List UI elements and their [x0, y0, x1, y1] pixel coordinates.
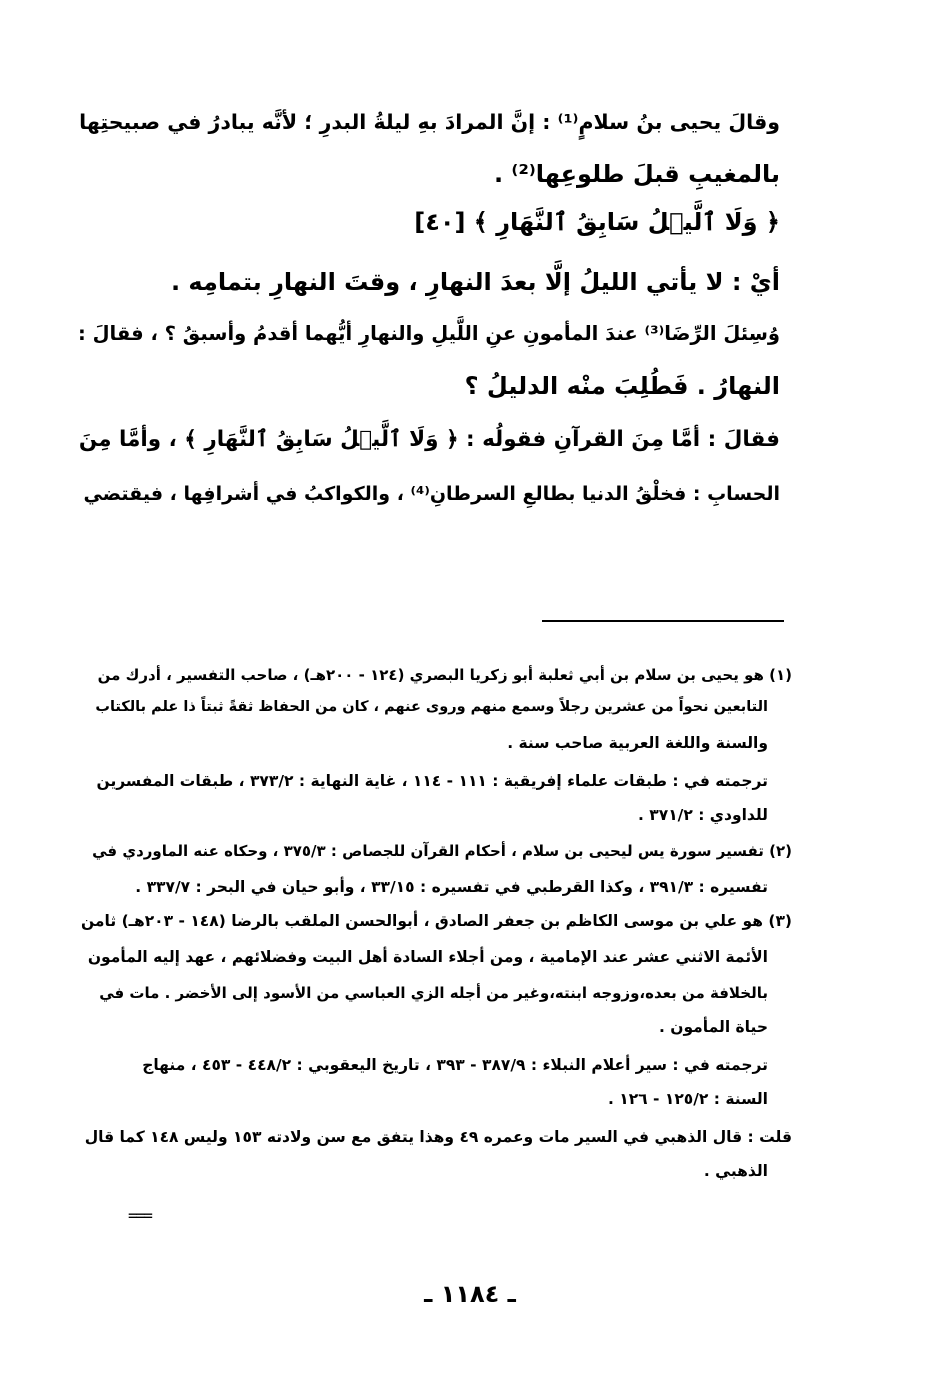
page-number: ـ ١١٨٤ ـ	[424, 1280, 516, 1308]
footnote-line: ترجمته في : طبقات علماء إفريقية : ١١١ - ١١٤ ، غاية النهاية : ٣٧٣/٢ ، طبقات المفسرين	[96, 772, 768, 790]
footnote-line: (١) هو يحيى بن سلام بن أبي ثعلبة أبو زكريا البصري (١٢٤ - ٢٠٠هـ) ، صاحب التفسير ، أدرك من	[97, 666, 792, 684]
footnote-line: الأئمة الاثني عشر عند الإمامية ، ومن أجلاء السادة أهل البيت وفضلائهم ، عهد إليه المأمون	[87, 948, 768, 966]
main-line: فقالَ : أمَّا مِنَ القرآنِ فقولُه : ﴿ وَلَا ٱلَّيۡلُ سَابِقُ ٱلنَّهَارِ ﴾ ، وأمَّا مِنَ	[78, 427, 780, 452]
main-line: الحسابِ : فخلْقُ الدنيا بطالعِ السرطانِ⁽⁴⁾ ، والكواكبُ في أشرافِها ، فيقتضي	[83, 483, 780, 505]
footnote-line: ترجمته في : سير أعلام النبلاء : ٣٨٧/٩ - ٣٩٣ ، تاريخ اليعقوبي : ٤٤٨/٢ - ٤٥٣ ، منهاج	[142, 1056, 768, 1074]
footnote-line: بالخلافة من بعده،وزوجه ابنته،وغير من أجله الزي العباسي من الأسود إلى الأخضر . مات في	[99, 984, 768, 1002]
footnote-line: حياة المأمون .	[658, 1018, 768, 1036]
footnote-line: السنة : ١٢٥/٢ - ١٢٦ .	[607, 1090, 768, 1108]
footnote-line: والسنة واللغة العربية صاحب سنة .	[507, 734, 768, 752]
footnote-line: التابعين نحواً من عشرين رجلاً وسمع منهم وروى عنهم ، كان من الحفاظ ثقةً ثبتاً ذا علم بالكتاب	[95, 699, 768, 715]
footnote-line: الذهبي .	[703, 1162, 768, 1180]
main-line: أيْ : لا يأتي الليلُ إلَّا بعدَ النهارِ ، وقتَ النهارِ بتمامِه .	[170, 268, 780, 296]
footnote-line: قلت : قال الذهبي في السير مات وعمره ٤٩ وهذا يتفق مع سن ولادته ١٥٣ وليس ١٤٨ كما قال	[84, 1128, 792, 1146]
footnote-line: للداودي : ٣٧١/٢ .	[637, 806, 768, 824]
footnote-separator	[542, 620, 784, 622]
main-line: بالمغيبِ قبلَ طلوعِها⁽²⁾ .	[493, 160, 780, 188]
main-line: النهارُ . فَطُلِبَ منْه الدليلُ ؟	[464, 372, 780, 400]
footnote-line: تفسيره : ٣٩١/٣ ، وكذا القرطبي في تفسيره : ٣٣/١٥ ، وأبو حيان في البحر : ٣٣٧/٧ .	[135, 878, 768, 896]
footnote-line: (٣) هو علي بن موسى الكاظم بن جعفر الصادق ، أبوالحسن الملقب بالرضا (١٤٨ - ٢٠٣هـ) ثامن	[80, 912, 792, 930]
end-mark: ===	[128, 1206, 151, 1225]
main-line: وقالَ يحيى بنُ سلامٍ⁽¹⁾ : إنَّ المرادَ بهِ ليلةُ البدرِ ؛ لأنَّه يبادرُ في صبيحتِها	[79, 110, 780, 134]
quran-verse-line: ﴿ وَلَا ٱلَّيۡلُ سَابِقُ ٱلنَّهَارِ ﴾ [٤٠]	[414, 208, 780, 236]
footnote-line: (٢) تفسير سورة يس ليحيى بن سلام ، أحكام القرآن للجصاص : ٣٧٥/٣ ، وحكاه عنه الماوردي في	[92, 842, 792, 860]
main-line: وُسِئلَ الرِّضَا⁽³⁾ عندَ المأمونِ عنِ اللَّيلِ والنهارِ أيُّهما أقدمُ وأسبقُ ؟ ، فقالَ :	[78, 322, 780, 345]
